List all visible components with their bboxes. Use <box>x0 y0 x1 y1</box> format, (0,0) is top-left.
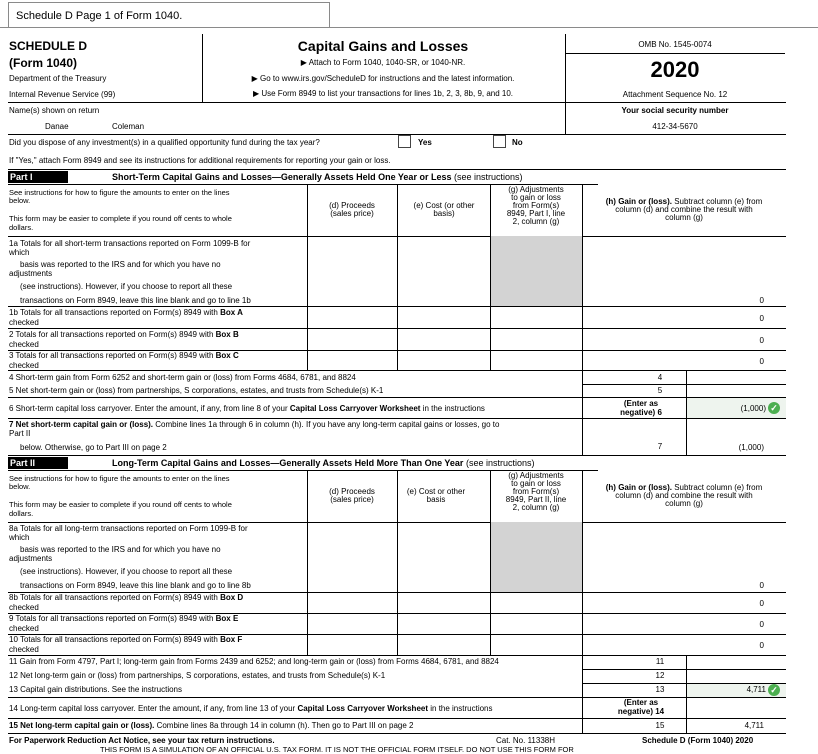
col2-g-line1: (g) Adjustments <box>508 471 564 480</box>
line-15-text: Combine lines 8a through 14 in column (h). Then go to Part III on page 2 <box>154 721 414 730</box>
line-1a-text1: 1a Totals for all short-term transactions reported on Form 1099-B for <box>9 239 251 248</box>
line-12-number: 12 <box>655 671 665 680</box>
part2-label: Part II <box>8 457 68 469</box>
col-g-line2: to gain or loss <box>511 193 561 202</box>
attachment-sequence: Attachment Sequence No. 12 <box>622 90 728 99</box>
line-8a-text6: transactions on Form 8949, leave this line blank and go to line 8b <box>20 581 251 590</box>
line-1a-value[interactable]: 0 <box>759 296 764 305</box>
line-2-value[interactable]: 0 <box>759 336 764 345</box>
col-g-header <box>491 186 581 226</box>
p2-vline-d <box>307 470 308 656</box>
col-h-line1: Subtract column (e) from <box>671 197 763 206</box>
col-g-line4: 8949, Part I, line <box>506 209 566 218</box>
footer-rule <box>8 733 786 734</box>
part1-top-rule <box>8 169 786 170</box>
qof-yes-label: Yes <box>418 138 432 147</box>
line-8a-text2: which <box>9 533 30 542</box>
line-15-value[interactable]: 4,711 <box>744 721 764 730</box>
first-name[interactable]: Danae <box>45 122 69 131</box>
line-14-worksheet: Capital Loss Carryover Worksheet <box>297 704 429 713</box>
p1-vline-e <box>397 184 398 370</box>
form-number: (Form 1040) <box>9 56 78 70</box>
rule-3 <box>8 370 786 371</box>
rule-10 <box>8 655 786 656</box>
line-1b-value[interactable]: 0 <box>759 314 764 323</box>
ssn-label: Your social security number <box>621 106 729 115</box>
line-13-text: 13 Capital gain distributions. See the instructions <box>9 685 182 694</box>
col2-h-title: (h) Gain or (loss). <box>605 483 672 492</box>
line-8a-value[interactable]: 0 <box>759 581 764 590</box>
col-intro-4: dollars. <box>9 223 34 232</box>
line-11-number: 11 <box>655 657 665 666</box>
line-6-text: 6 Short-term capital loss carryover. Enter the amount, if any, from line 8 of your <box>9 404 290 413</box>
line-9-box: Box E <box>215 614 239 623</box>
qof-question: Did you dispose of any investment(s) in a qualified opportunity fund during the tax year? <box>9 138 320 147</box>
line-10-text: 10 Totals for all transactions reported on Form(s) 8949 with <box>9 635 221 644</box>
line-15-number: 15 <box>655 721 665 730</box>
rule-5 <box>8 397 786 398</box>
part2-title <box>112 458 534 468</box>
omb-rule <box>565 53 785 54</box>
line-1a-text4: adjustments <box>9 269 53 278</box>
name-rule <box>8 134 786 135</box>
line-9-text: 9 Totals for all transactions reported on Form(s) 8949 with <box>9 614 216 623</box>
line-2-text: 2 Totals for all transactions reported on Form(s) 8949 with <box>9 330 216 339</box>
line-13-check-icon: ✓ <box>768 684 780 696</box>
line-2-checked: checked <box>9 340 39 349</box>
rule-4 <box>582 384 786 385</box>
line-9-checked: checked <box>9 624 39 633</box>
line-8b-box: Box D <box>220 593 244 602</box>
qof-no-label: No <box>512 138 523 147</box>
line-1a-text3: basis was reported to the IRS and for which you have no <box>20 260 221 269</box>
line-6-value[interactable]: (1,000) <box>740 404 766 413</box>
col-h-line2: column (d) and combine the result with <box>615 205 753 214</box>
tax-year: 2020 <box>650 57 700 82</box>
ssn-value[interactable]: 412-34-5670 <box>652 122 698 131</box>
line-1b-checked: checked <box>9 318 39 327</box>
part1-title-text: Short-Term Capital Gains and Losses—Generally Assets Held One Year or Less <box>112 172 452 182</box>
line-8b-value[interactable]: 0 <box>759 599 764 608</box>
line-7-part2: Part II <box>9 429 31 438</box>
line-13-number: 13 <box>655 685 665 694</box>
form-title: Capital Gains and Losses <box>297 38 469 54</box>
header-rule <box>8 102 786 103</box>
line-8a-text3: basis was reported to the IRS and for which you have no <box>20 545 221 554</box>
line-14-enter2: negative) 14 <box>617 707 665 716</box>
p1-gray-cell <box>491 236 582 306</box>
line-1a-text6: transactions on Form 8949, leave this line blank and go to line 1b <box>20 296 251 305</box>
col2-h-line2: column (d) and combine the result with <box>615 491 753 500</box>
col-h-title: (h) Gain or (loss). <box>605 197 672 206</box>
line-14-suffix: in the instructions <box>428 704 493 713</box>
col2-g-line5: 2, column (g) <box>512 503 560 512</box>
col2-e-line2: basis <box>426 495 446 504</box>
col2-g-header <box>491 472 581 512</box>
line-13-value[interactable]: 4,711 <box>746 685 766 694</box>
part2-title-text: Long-Term Capital Gains and Losses—Generally Assets Held More Than One Year <box>112 458 464 468</box>
line-14-text: 14 Long-term capital loss carryover. Enter the amount, if any, from line 13 of your <box>9 704 298 713</box>
col2-intro-1: See instructions for how to figure the amounts to enter on the lines <box>9 474 230 483</box>
line-3-text: 3 Totals for all transactions reported on Form(s) 8949 with <box>9 351 216 360</box>
p1-vline-d <box>307 184 308 370</box>
tab-divider <box>0 27 818 28</box>
qof-note: If "Yes," attach Form 8949 and see its instructions for additional requirements for reporting your gain or loss. <box>9 156 391 165</box>
line-5-number: 5 <box>657 386 663 395</box>
line-7-title: 7 Net short-term capital gain or (loss). <box>9 420 154 429</box>
line-6-check-icon: ✓ <box>768 402 780 414</box>
col2-e-line1: (e) Cost or other <box>406 487 466 496</box>
col-g-line3: from Form(s) <box>512 201 560 210</box>
p2-gray-cell <box>491 522 582 592</box>
part1-title-suffix: (see instructions) <box>453 172 523 182</box>
line-1a-text2: which <box>9 248 30 257</box>
line-10-checked: checked <box>9 645 39 654</box>
line-11-text: 11 Gain from Form 4797, Part I; long-term gain from Forms 2439 and 6252; and long-term gain or (loss) from Forms 4684, 6781, and 8824 <box>9 657 499 666</box>
line-10-box: Box F <box>220 635 243 644</box>
rule-6 <box>8 418 786 419</box>
goto-instruction: ▶ Go to www.irs.gov/ScheduleD for instructions and the latest information. <box>251 74 515 83</box>
dept-treasury: Department of the Treasury <box>9 74 107 83</box>
col-h-header <box>582 198 786 222</box>
line-7-otherwise: below. Otherwise, go to Part III on page 2 <box>20 443 167 452</box>
col-intro-3: This form may be easier to complete if you round off cents to whole <box>9 214 232 223</box>
qof-yes-checkbox[interactable] <box>398 135 411 148</box>
rule-1a <box>8 306 786 307</box>
footer-schedule: Schedule D (Form 1040) 2020 <box>642 736 754 745</box>
rule-11 <box>582 669 786 670</box>
col2-e-header <box>398 488 474 504</box>
col-g-line1: (g) Adjustments <box>508 185 564 194</box>
col-intro-2: below. <box>9 196 31 205</box>
line-10-value[interactable]: 0 <box>759 641 764 650</box>
col2-g-line4: 8949, Part II, line <box>505 495 567 504</box>
p2-vline-e <box>397 470 398 656</box>
line-6-enter2: negative) 6 <box>620 408 662 417</box>
col2-d-line1: (d) Proceeds <box>329 487 375 496</box>
line-1b-text: 1b Totals for all transactions reported on Form(s) 8949 with <box>9 308 221 317</box>
part1-title <box>112 172 523 182</box>
names-label: Name(s) shown on return <box>9 106 100 115</box>
col2-g-line2: to gain or loss <box>511 479 561 488</box>
col-d-header <box>308 202 396 218</box>
line-14-enter1: (Enter as <box>623 698 659 707</box>
line-6-worksheet: Capital Loss Carryover Worksheet <box>289 404 421 413</box>
col2-d-header <box>308 488 396 504</box>
part2-top-rule <box>8 455 786 456</box>
page-tab[interactable]: Schedule D Page 1 of Form 1040. <box>8 2 330 28</box>
p1-vline-h <box>582 184 583 370</box>
paperwork-notice: For Paperwork Reduction Act Notice, see your tax return instructions. <box>9 736 275 745</box>
col-e-header <box>398 202 490 218</box>
line-7-text: Combine lines 1a through 6 in column (h). If you have any long-term capital gains or losses, go to <box>153 420 500 429</box>
p1-lower-vline-num <box>582 370 583 456</box>
attach-instruction: ▶ Attach to Form 1040, 1040-SR, or 1040-NR. <box>300 58 466 67</box>
part1-label: Part I <box>8 171 68 183</box>
line-8a-text5: (see instructions). However, if you choose to report all these <box>20 567 233 576</box>
col-e-line1: (e) Cost (or other <box>413 201 475 210</box>
col-d-line1: (d) Proceeds <box>329 201 375 210</box>
simulation-disclaimer: THIS FORM IS A SIMULATION OF AN OFFICIAL U.S. TAX FORM. IT IS NOT THE OFFICIAL FORM ITSELF. DO NOT USE THIS FORM FOR <box>100 745 574 754</box>
part2-title-suffix: (see instructions) <box>465 458 535 468</box>
col2-intro-4: dollars. <box>9 509 34 518</box>
line-3-value[interactable]: 0 <box>759 357 764 366</box>
cat-number: Cat. No. 11338H <box>496 736 555 745</box>
col-intro-1: See instructions for how to figure the amounts to enter on the lines <box>9 188 230 197</box>
qof-no-checkbox[interactable] <box>493 135 506 148</box>
col-h-line3: column (g) <box>665 213 703 222</box>
omb-number: OMB No. 1545-0074 <box>638 40 712 49</box>
line-1a-text5: (see instructions). However, if you choose to report all these <box>20 282 233 291</box>
p2-vline-h <box>582 470 583 656</box>
col2-d-line2: (sales price) <box>330 495 374 504</box>
line-5-text: 5 Net short-term gain or (loss) from partnerships, S corporations, estates, and trusts from Schedule(s) K-1 <box>9 386 384 395</box>
line-8b-checked: checked <box>9 603 39 612</box>
rule-1b <box>8 328 786 329</box>
col2-intro-3: This form may be easier to complete if you round off cents to whole <box>9 500 232 509</box>
line-3-box: Box C <box>215 351 239 360</box>
line-15-title: 15 Net long-term capital gain or (loss). <box>9 721 155 730</box>
line-2-box: Box B <box>215 330 239 339</box>
col2-g-line3: from Form(s) <box>512 487 560 496</box>
col2-h-line3: column (g) <box>665 499 703 508</box>
line-4-text: 4 Short-term gain from Form 6252 and short-term gain or (loss) from Forms 4684, 6781, and 8824 <box>9 373 356 382</box>
use8949-instruction: ▶ Use Form 8949 to list your transactions for lines 1b, 2, 3, 8b, 9, and 10. <box>252 89 514 98</box>
col2-intro-2: below. <box>9 482 31 491</box>
last-name[interactable]: Coleman <box>112 122 145 131</box>
col2-h-header <box>582 484 786 508</box>
schedule-title: SCHEDULE D <box>9 39 88 53</box>
col-e-line2: basis) <box>433 209 455 218</box>
line-3-checked: checked <box>9 361 39 370</box>
line-8a-text1: 8a Totals for all long-term transactions reported on Form 1099-B for <box>9 524 248 533</box>
col-d-line2: (sales price) <box>330 209 374 218</box>
p2-lower-vline-num <box>582 655 583 733</box>
line-7-number: 7 <box>657 442 663 451</box>
line-6-enter1: (Enter as <box>623 399 659 408</box>
rule-14 <box>8 718 786 719</box>
line-8a-text4: adjustments <box>9 554 53 563</box>
line-7-value[interactable]: (1,000) <box>738 443 764 452</box>
line-12-text: 12 Net long-term gain or (loss) from partnerships, S corporations, estates, and trusts from Schedule(s) K-1 <box>9 671 386 680</box>
col2-h-line1: Subtract column (e) from <box>671 483 763 492</box>
col-g-line5: 2, column (g) <box>512 217 560 226</box>
line-8b-text: 8b Totals for all transactions reported on Form(s) 8949 with <box>9 593 221 602</box>
line-6-suffix: in the instructions <box>420 404 485 413</box>
line-9-value[interactable]: 0 <box>759 620 764 629</box>
line-4-number: 4 <box>657 373 663 382</box>
line-1b-box: Box A <box>220 308 243 317</box>
irs-label: Internal Revenue Service (99) <box>9 90 116 99</box>
